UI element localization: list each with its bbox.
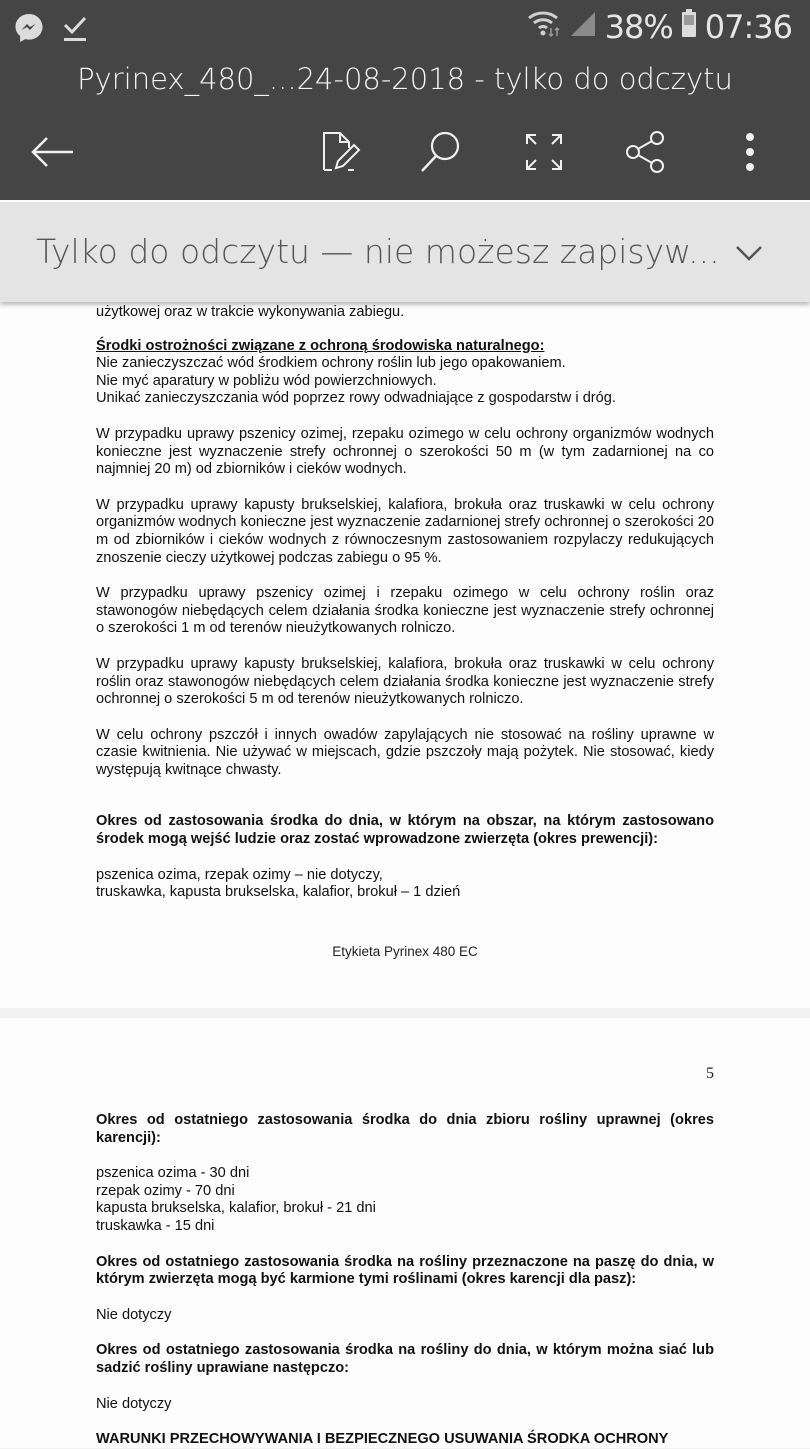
more-options-button[interactable] [726, 128, 774, 176]
section-heading: Okres od ostatniego zastosowania środka na rośliny przeznaczone na paszę do dnia, w którym zwierzęta mogą być karmione tymi roślinami (okres karencji dla pasz): [96, 1253, 714, 1288]
prevention-line: pszenica ozima, rzepak ozimy – nie dotyczy, [96, 866, 383, 883]
chevron-down-icon[interactable] [732, 236, 766, 270]
harvest-line: rzepak ozimy - 70 dni [96, 1182, 235, 1199]
fullscreen-icon [524, 132, 564, 172]
paragraph: W przypadku uprawy pszenicy ozimej, rzepaku ozimego w celu ochrony organizmów wodnych konieczne jest wyznaczenie strefy ochronnej o szerokości 50 m (w tym zadarnionej na co najmniej 20 m) od zbiorników i cieków wodnych. [96, 425, 714, 478]
read-only-banner-text: Tylko do odczytu — nie możesz zapisyw... [36, 232, 720, 271]
edit-button[interactable] [316, 128, 364, 176]
page-content [96, 1112, 714, 1449]
document-page [0, 1018, 810, 1448]
paragraph: W przypadku uprawy kapusty brukselskiej, kalafiora, brokuła oraz truskawki w celu ochrony organizmów wodnych konieczne jest wyznaczenie zadarnionej strefy ochronnej o szerokości 20 m od zbiorników i cieków wodnych z równoczesnym zastosowaniem rozpylaczy redukujących znoszenie cieczy użytkowej podczas zabiegu o 95 %. [96, 496, 714, 566]
clock: 07:36 [704, 8, 792, 46]
page-content [96, 304, 714, 902]
more-options-icon [744, 132, 756, 172]
env-line: Nie zanieczyszczać wód środkiem ochrony roślin lub jego opakowaniem. [96, 355, 566, 372]
section-heading: Okres od ostatniego zastosowania środka na rośliny do dnia, w którym można siać lub sadzić rośliny uprawiane następczo: [96, 1342, 714, 1376]
share-button[interactable] [622, 128, 670, 176]
paragraph: W przypadku uprawy kapusty brukselskiej, kalafiora, brokuła oraz truskawki w celu ochrony roślin oraz stawonogów niebędących celem działania środka konieczne jest wyznaczenie strefy ochronnej o szerokości 5 m od terenów nieużytkowanych rolniczo. [96, 655, 714, 708]
back-arrow-icon [29, 134, 75, 170]
env-line: Unikać zanieczyszczania wód poprzez rowy odwadniające z gospodarstw i dróg. [96, 390, 616, 407]
search-icon [418, 130, 462, 174]
partial-line: użytkowej oraz w trakcie wykonywania zabiegu. [96, 304, 405, 320]
fullscreen-button[interactable] [520, 128, 568, 176]
battery-percent: 38% [604, 8, 673, 46]
back-button[interactable] [28, 128, 76, 176]
document-page [0, 200, 810, 1008]
messenger-icon [14, 12, 44, 49]
app-bar [0, 56, 810, 202]
share-icon [624, 130, 668, 174]
signal-icon [569, 8, 597, 46]
battery-icon [681, 8, 697, 46]
section-heading: Okres od zastosowania środka do dnia, w którym na obszar, na którym zastosowano środek mogą wejść ludzie oraz zostać wprowadzone zwierzęta (okres prewencji): [96, 813, 714, 848]
paragraph: W przypadku uprawy pszenicy ozimej i rzepaku ozimego w celu ochrony roślin oraz stawonogów niebędących celem działania środka konieczne jest wyznaczenie strefy ochronnej o szerokości 1 m od terenów nieużytkowanych rolniczo. [96, 585, 714, 637]
env-line: Nie myć aparatury w pobliżu wód powierzchniowych. [96, 372, 437, 389]
prevention-line: truskawka, kapusta brukselska, kalafior, brokuł – 1 dzień [96, 884, 461, 901]
paragraph: W celu ochrony pszczół i innych owadów zapylających nie stosować na rośliny uprawne w czasie kwitnienia. Nie używać w miejscach, gdzie pszczoły mają pożytek. Nie stosować, kiedy występują kwitnące chwasty. [96, 726, 714, 778]
status-bar [0, 0, 810, 56]
harvest-line: pszenica ozima - 30 dni [96, 1165, 250, 1182]
harvest-line: kapusta brukselska, kalafior, brokuł - 21 dni [96, 1200, 376, 1217]
read-only-banner[interactable] [0, 202, 810, 302]
sowing-value: Nie dotyczy [96, 1395, 172, 1412]
feed-value: Nie dotyczy [96, 1306, 172, 1323]
page-footer: Etykieta Pyrinex 480 EC [332, 944, 478, 959]
search-button[interactable] [416, 128, 464, 176]
section-heading: WARUNKI PRZECHOWYWANIA I BEZPIECZNEGO USUWANIA ŚRODKA OCHRONY [96, 1431, 669, 1448]
edit-document-icon [318, 130, 362, 174]
section-heading: Środki ostrożności związane z ochroną środowiska naturalnego: [96, 337, 545, 354]
wifi-icon [527, 8, 561, 46]
section-heading: Okres od ostatniego zastosowania środka do dnia zbioru rośliny uprawnej (okres karencji): [96, 1112, 714, 1146]
download-done-icon [62, 13, 88, 48]
page-number: 5 [706, 1065, 714, 1082]
document-title: Pyrinex_480_...24-08-2018 - tylko do odczytu [77, 62, 733, 96]
harvest-line: truskawka - 15 dni [96, 1217, 215, 1234]
